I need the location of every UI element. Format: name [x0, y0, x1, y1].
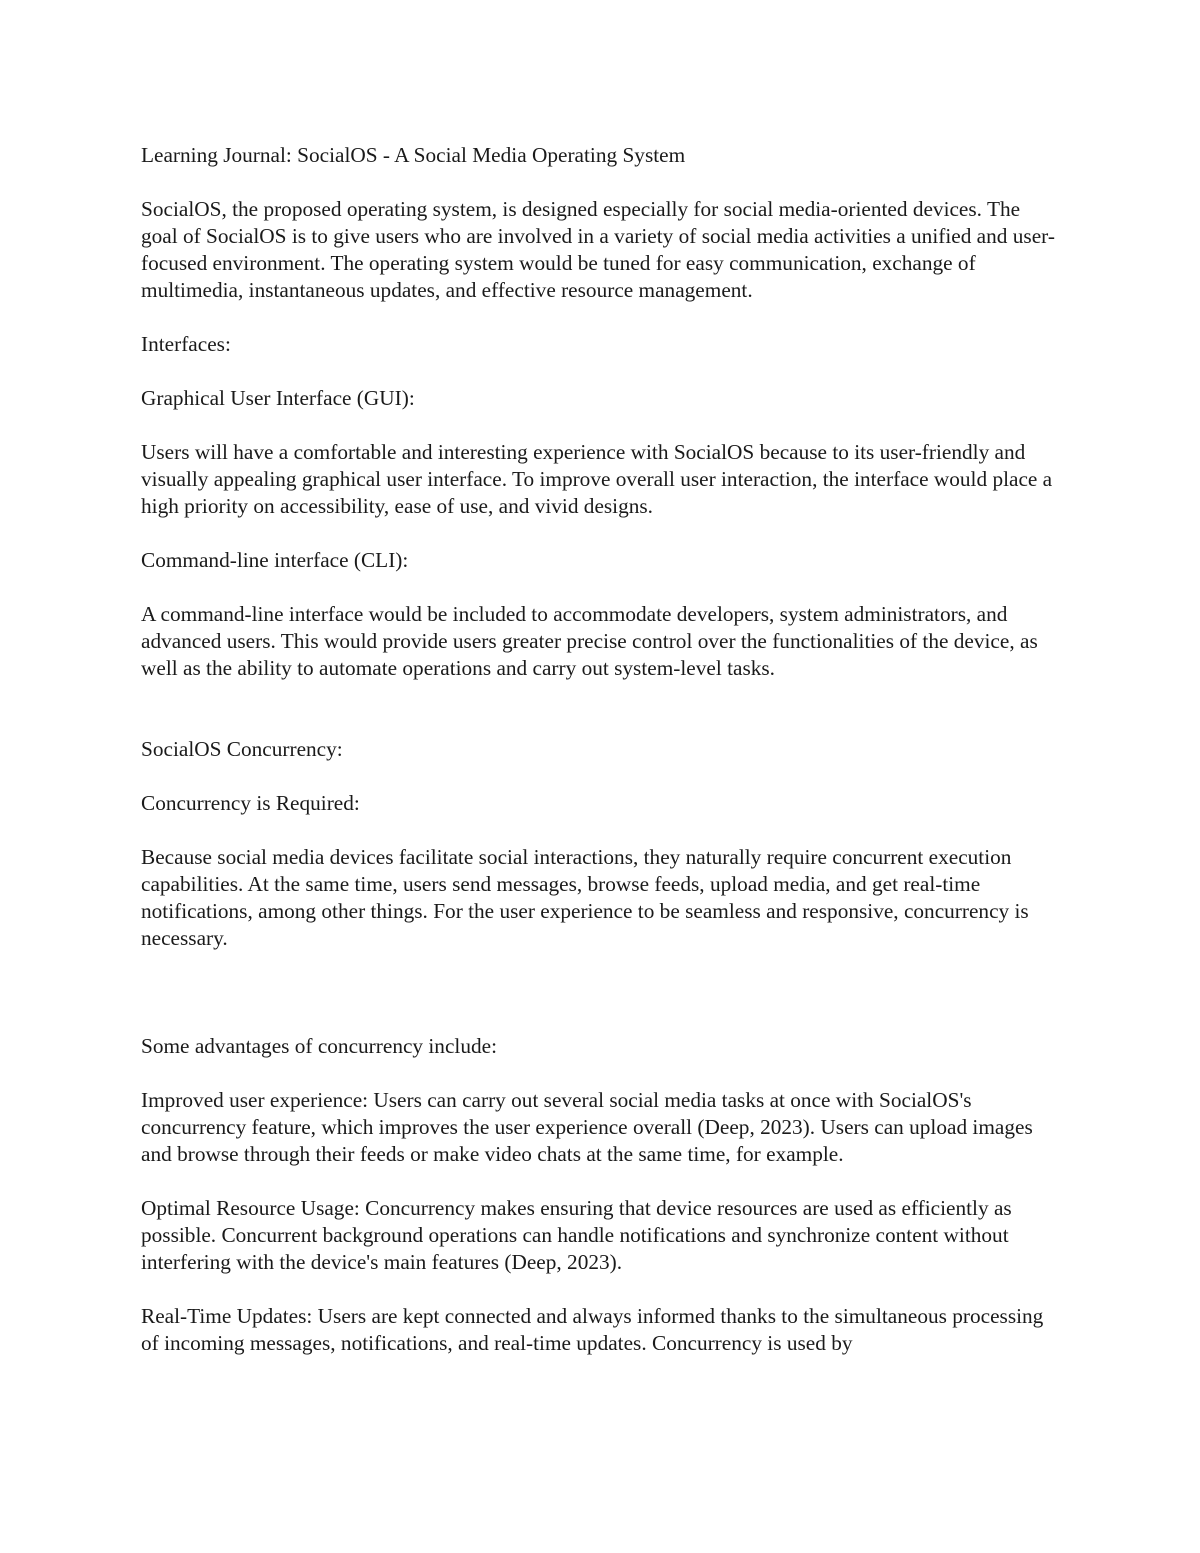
cli-paragraph: A command-line interface would be included to accommodate developers, system administrators, and advanced users. This would provide users greater precise control over the functionalities of the device, as well as the ability to automate operations and carry out system-level tasks.	[141, 602, 1038, 680]
intro-paragraph: SocialOS, the proposed operating system, is designed especially for social media-oriented devices. The goal of SocialOS is to give users who are involved in a variety of social media activities a unified and user-focused environment. The operating system would be tuned for easy communication, exchange of multimedia, instantaneous updates, and effective resource management.	[141, 197, 1055, 302]
blank-lines	[141, 979, 1061, 1033]
cli-heading: Command-line interface (CLI):	[141, 548, 409, 572]
advantage-real-time-updates: Real-Time Updates: Users are kept connected and always informed thanks to the simultaneous processing of incoming messages, notifications, and real-time updates. Concurrency is used by	[141, 1304, 1044, 1355]
gui-heading: Graphical User Interface (GUI):	[141, 386, 415, 410]
advantage-resource-usage: Optimal Resource Usage: Concurrency makes ensuring that device resources are used as efficiently as possible. Concurrent background operations can handle notifications and synchronize content without interfering with the device's main features (Deep, 2023).	[141, 1196, 1012, 1274]
gui-paragraph: Users will have a comfortable and interesting experience with SocialOS because to its user-friendly and visually appealing graphical user interface. To improve overall user interaction, the interface would place a high priority on accessibility, ease of use, and vivid designs.	[141, 440, 1053, 518]
document-title: Learning Journal: SocialOS - A Social Media Operating System	[141, 143, 686, 167]
required-paragraph: Because social media devices facilitate social interactions, they naturally require concurrent execution capabilities. At the same time, users send messages, browse feeds, upload media, and get real-time notifications, among other things. For the user experience to be seamless and responsive, concurrency is necessary.	[141, 845, 1029, 950]
advantage-user-experience: Improved user experience: Users can carry out several social media tasks at once with SocialOS's concurrency feature, which improves the user experience overall (Deep, 2023). Users can upload images and browse through their feeds or make video chats at the same time, for example.	[141, 1088, 1033, 1166]
interfaces-heading: Interfaces:	[141, 332, 231, 356]
document-body	[141, 142, 1061, 1384]
required-heading: Concurrency is Required:	[141, 791, 360, 815]
blank-line	[141, 709, 1061, 736]
concurrency-heading: SocialOS Concurrency:	[141, 737, 343, 761]
advantages-heading: Some advantages of concurrency include:	[141, 1034, 497, 1058]
